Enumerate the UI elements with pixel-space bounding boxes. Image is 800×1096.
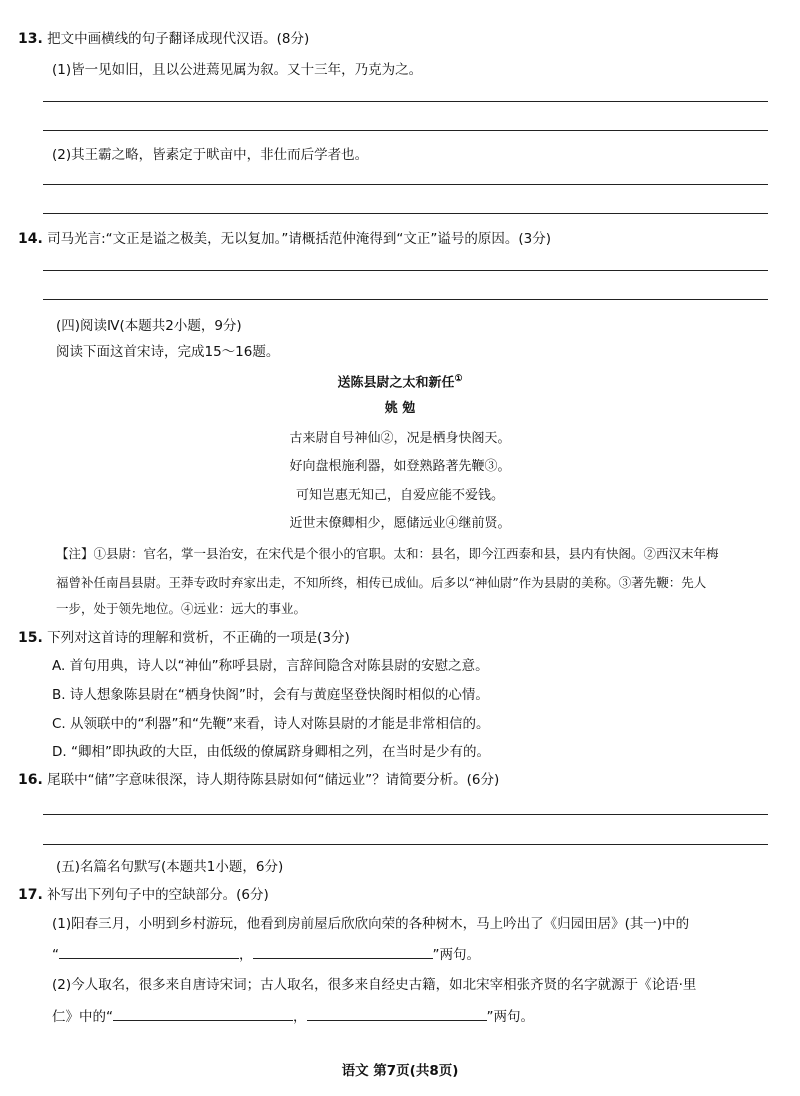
q15-stem-row	[18, 629, 350, 647]
q15-option-d[interactable]: D. “卿相”即执政的大臣，由低级的僚属跻身卿相之列，在当时是少有的。	[52, 744, 490, 760]
poem-line-4: 近世末僚卿相少，愿储远业④继前贤。	[289, 516, 511, 531]
open-quote: “	[52, 947, 59, 963]
section4-title: (四)阅读Ⅳ(本题共2小题，9分)	[56, 318, 242, 334]
q13-number: 13.	[18, 31, 43, 47]
q13-sentence-2: (2)其王霸之略，皆素定于畎亩中，非仕而后学者也。	[52, 147, 369, 163]
answer-line[interactable]	[43, 299, 768, 300]
section5-title: (五)名篇名句默写(本题共1小题，6分)	[56, 859, 284, 875]
q17-stem-row	[18, 886, 269, 904]
poem-title: 送陈县尉之太和新任	[337, 375, 455, 391]
q15-option-a[interactable]: A. 首句用典，诗人以“神仙”称呼县尉，言辞间隐含对陈县尉的安慰之意。	[52, 658, 489, 674]
poem-note-line-2: 福曾补任南昌县尉。王莽专政时弃家出走，不知所终，相传已成仙。后多以“神仙尉”作为县尉的美称。③著先鞭：先人	[56, 575, 707, 590]
q17-part1-text: (1)阳春三月，小明到乡村游玩，他看到房前屋后欣欣向荣的各种树木，马上吟出了《归园田居》(其一)中的	[52, 916, 690, 932]
q17-stem: 补写出下列句子中的空缺部分。(6分)	[47, 887, 269, 903]
q15-number: 15.	[18, 630, 43, 646]
q13-stem-row	[18, 30, 309, 48]
q17-part2-text: (2)今人取名，很多来自唐诗宋词；古人取名，很多来自经史古籍，如北宋宰相张齐贤的名字就源于《论语·里	[52, 977, 697, 993]
poem-title-row	[0, 370, 800, 392]
poem-note-line-1: 【注】①县尉：官名，掌一县治安，在宋代是个很小的官职。太和：县名，即今江西泰和县，县内有快阁。②西汉末年梅	[56, 546, 719, 561]
q15-option-c[interactable]: C. 从领联中的“利器”和“先鞭”来看，诗人对陈县尉的才能是非常相信的。	[52, 716, 490, 732]
answer-line[interactable]	[43, 814, 768, 815]
answer-line[interactable]	[43, 270, 768, 271]
quote-prefix: 仁》中的“	[52, 1009, 113, 1025]
section4-intro: 阅读下面这首宋诗，完成15～16题。	[56, 344, 280, 360]
page-footer: 语文 第7页(共8页)	[341, 1063, 459, 1079]
q15-option-b[interactable]: B. 诗人想象陈县尉在“栖身快阁”时，会有与黄庭坚登快阁时相似的心情。	[52, 687, 489, 703]
q17-part2-blanks	[52, 1006, 534, 1026]
poem-line-2: 好向盘根施利器，如登熟路著先鞭③。	[289, 459, 511, 474]
close-quote-suffix: ”两句。	[432, 947, 480, 963]
answer-line[interactable]	[43, 184, 768, 185]
poem-title-note-mark: ①	[454, 374, 463, 384]
answer-line[interactable]	[43, 130, 768, 131]
poem-line-1: 古来尉自号神仙②，况是栖身快阁天。	[289, 431, 511, 446]
q14-number: 14.	[18, 231, 43, 247]
q14-stem-row	[18, 230, 551, 248]
answer-line[interactable]	[43, 844, 768, 845]
comma: ，	[293, 1009, 307, 1025]
q13-sentence-1: (1)皆一见如旧，且以公进蔫见属为叙。又十三年，乃克为之。	[52, 62, 423, 78]
q16-number: 16.	[18, 772, 43, 788]
q16-stem-row	[18, 771, 499, 789]
comma: ，	[239, 947, 253, 963]
answer-line[interactable]	[43, 213, 768, 214]
poem-note-line-3: 一步，处于领先地位。④远业：远大的事业。	[56, 601, 307, 616]
q17-number: 17.	[18, 887, 43, 903]
answer-line[interactable]	[43, 101, 768, 102]
poem-author: 姚 勉	[384, 401, 416, 416]
fill-in-blank[interactable]	[59, 944, 239, 959]
q14-stem: 司马光言:“文正是谥之极美，无以复加。”请概括范仲淹得到“文正”谥号的原因。(3分)	[47, 231, 552, 247]
q15-stem: 下列对这首诗的理解和赏析，不正确的一项是(3分)	[47, 630, 350, 646]
q13-stem: 把文中画横线的句子翻译成现代汉语。(8分)	[47, 31, 310, 47]
q16-stem: 尾联中“储”字意味很深，诗人期待陈县尉如何“储远业”？请简要分析。(6分)	[47, 772, 500, 788]
close-quote-suffix: ”两句。	[486, 1009, 534, 1025]
poem-line-3: 可知岂惠无知己，自爱应能不爱钱。	[295, 488, 504, 503]
fill-in-blank[interactable]	[113, 1006, 293, 1021]
fill-in-blank[interactable]	[307, 1006, 487, 1021]
q17-part1-blanks	[52, 944, 480, 964]
fill-in-blank[interactable]	[253, 944, 433, 959]
